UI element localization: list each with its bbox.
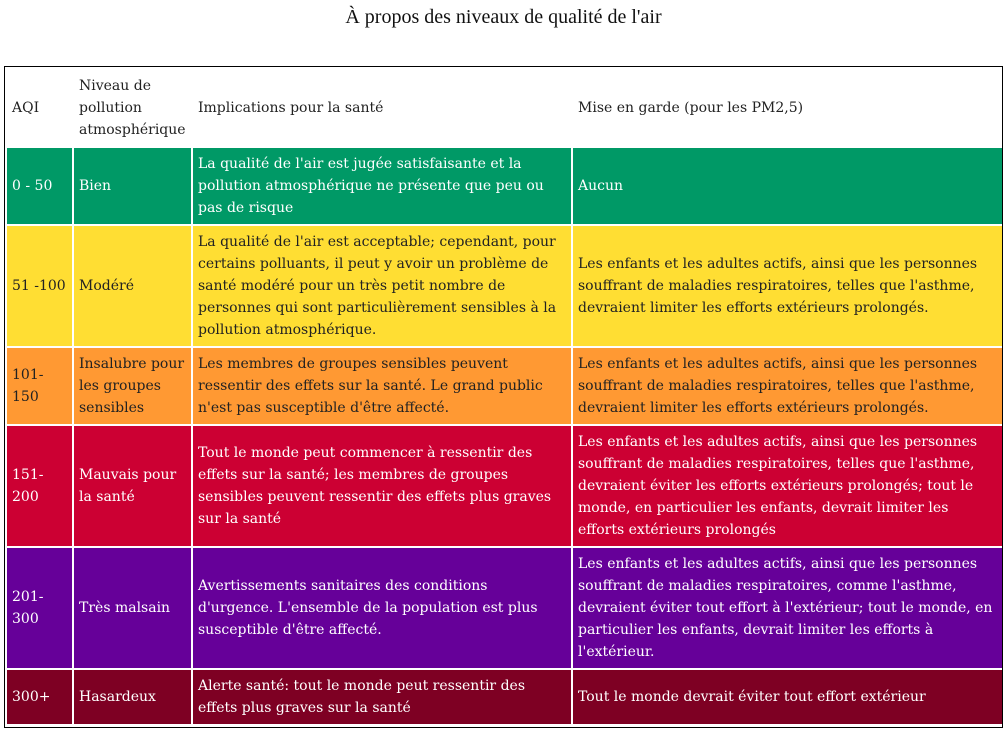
air-quality-table <box>5 67 1004 726</box>
cell-warning: Les enfants et les adultes actifs, ainsi que les personnes souffrant de maladies respiratoires, telles que l'asthme, devraient éviter les efforts extérieurs prolongés; tout le monde, en particulier les enfants, devrait limiter les efforts extérieurs prolongés <box>573 426 1002 546</box>
cell-implications: La qualité de l'air est acceptable; cependant, pour certains polluants, il peut y avoir un problème de santé modéré pour un très petit nombre de personnes qui sont particulièrement sensibles à la pollution atmosphérique. <box>193 226 571 346</box>
header-pollution-level: Niveau de pollution atmosphérique <box>79 77 186 138</box>
cell-level: Hasardeux <box>74 670 191 724</box>
cell-aqi: 151-200 <box>7 426 72 546</box>
cell-level: Bien <box>74 148 191 224</box>
cell-level: Très malsain <box>74 548 191 668</box>
cell-warning: Tout le monde devrait éviter tout effort extérieur <box>573 670 1002 724</box>
cell-aqi: 300+ <box>7 670 72 724</box>
header-health-implications: Implications pour la santé <box>198 99 384 116</box>
cell-implications: Les membres de groupes sensibles peuvent ressentir des effets sur la santé. Le grand public n'est pas susceptible d'être affecté. <box>193 348 571 424</box>
table-header-row <box>7 69 1002 146</box>
cell-warning: Les enfants et les adultes actifs, ainsi que les personnes souffrant de maladies respiratoires, telles que l'asthme, devraient limiter les efforts extérieurs prolongés. <box>573 226 1002 346</box>
cell-implications: La qualité de l'air est jugée satisfaisante et la pollution atmosphérique ne présente que peu ou pas de risque <box>193 148 571 224</box>
cell-warning: Aucun <box>573 148 1002 224</box>
table-row <box>7 348 1002 424</box>
cell-level: Modéré <box>74 226 191 346</box>
table-row <box>7 226 1002 346</box>
cell-aqi: 0 - 50 <box>7 148 72 224</box>
header-aqi: AQI <box>12 99 40 116</box>
table-row <box>7 148 1002 224</box>
cell-level: Mauvais pour la santé <box>74 426 191 546</box>
header-warning: Mise en garde (pour les PM2,5) <box>578 99 804 116</box>
cell-implications: Tout le monde peut commencer à ressentir des effets sur la santé; les membres de groupes sensibles peuvent ressentir des effets plus graves sur la santé <box>193 426 571 546</box>
cell-aqi: 101-150 <box>7 348 72 424</box>
cell-implications: Alerte santé: tout le monde peut ressentir des effets plus graves sur la santé <box>193 670 571 724</box>
cell-warning: Les enfants et les adultes actifs, ainsi que les personnes souffrant de maladies respiratoires, comme l'asthme, devraient éviter tout effort à l'extérieur; tout le monde, en particulier les enfants, devrait limiter les efforts à l'extérieur. <box>573 548 1002 668</box>
cell-aqi: 201-300 <box>7 548 72 668</box>
table-row <box>7 670 1002 724</box>
table-row <box>7 548 1002 668</box>
cell-aqi: 51 -100 <box>7 226 72 346</box>
cell-warning: Les enfants et les adultes actifs, ainsi que les personnes souffrant de maladies respiratoires, telles que l'asthme, devraient limiter les efforts extérieurs prolongés. <box>573 348 1002 424</box>
air-quality-table-container <box>4 66 1003 728</box>
table-row <box>7 426 1002 546</box>
page-title: À propos des niveaux de qualité de l'air <box>345 6 662 28</box>
cell-implications: Avertissements sanitaires des conditions d'urgence. L'ensemble de la population est plus susceptible d'être affecté. <box>193 548 571 668</box>
cell-level: Insalubre pour les groupes sensibles <box>74 348 191 424</box>
